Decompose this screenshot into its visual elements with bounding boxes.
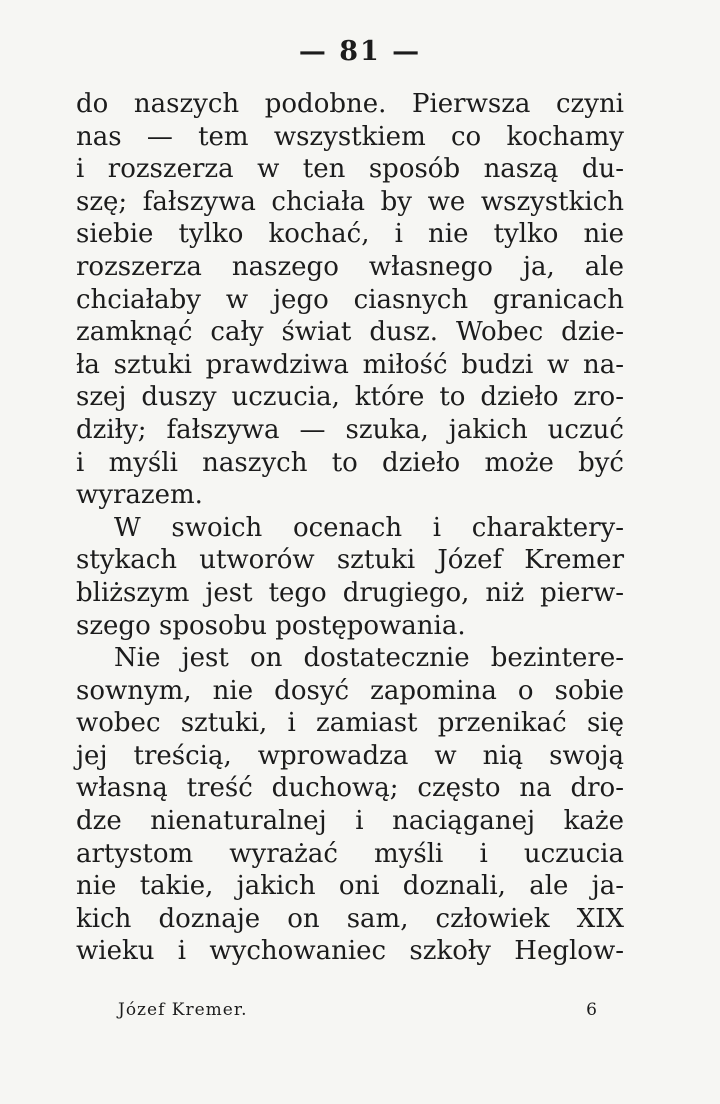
text-line: dziły; fałszywa — szuka, jakich uczuć [76,414,624,445]
text-line: szego sposobu postępowania. [76,610,466,641]
text-line: Nie jest on dostatecznie bezintere- [114,643,624,674]
body-text [76,88,624,968]
footer-author: Józef Kremer. [118,1000,248,1020]
text-line: dze nienaturalnej i naciąganej każe [76,806,624,837]
text-line: stykach utworów sztuki Józef Kremer [76,545,624,576]
text-line: szej duszy uczucia, które to dzieło zro- [76,382,624,413]
text-line: W swoich ocenach i charaktery- [114,512,624,543]
text-line: jej treścią, wprowadza w nią swoją [76,740,624,771]
text-line: i myśli naszych to dzieło może być [76,447,624,478]
page-footer [118,1000,598,1024]
text-line: chciałaby w jego ciasnych granicach [76,284,624,315]
text-line: bliższym jest tego drugiego, niż pierw- [76,577,624,608]
text-line: kich doznaje on sam, człowiek XIX [76,903,624,934]
text-line: zamknąć cały świat dusz. Wobec dzie- [76,317,624,348]
text-line: do naszych podobne. Pierwsza czyni [76,89,624,119]
text-line: sownym, nie dosyć zapomina o sobie [76,675,624,706]
text-line: artystom wyrażać myśli i uczucia [76,838,624,869]
text-line: wyrazem. [76,480,203,511]
text-line: ła sztuki prawdziwa miłość budzi w na- [76,349,624,380]
text-line: rozszerza naszego własnego ja, ale [76,251,624,282]
printer-signature: 6 [586,1000,598,1020]
text-line: nas — tem wszystkiem co kochamy [76,121,624,152]
text-line: siebie tylko kochać, i nie tylko nie [76,219,624,250]
text-line: szę; fałszywa chciała by we wszystkich [76,186,624,217]
text-line: wieku i wychowaniec szkoły Heglow- [76,936,624,967]
page-number: — 81 — [298,36,422,67]
text-line: własną treść duchową; często na dro- [76,773,624,804]
text-line: nie takie, jakich oni doznali, ale ja- [76,871,624,902]
text-line: i rozszerza w ten sposób naszą du- [76,154,624,185]
text-line: wobec sztuki, i zamiast przenikać się [76,708,624,739]
